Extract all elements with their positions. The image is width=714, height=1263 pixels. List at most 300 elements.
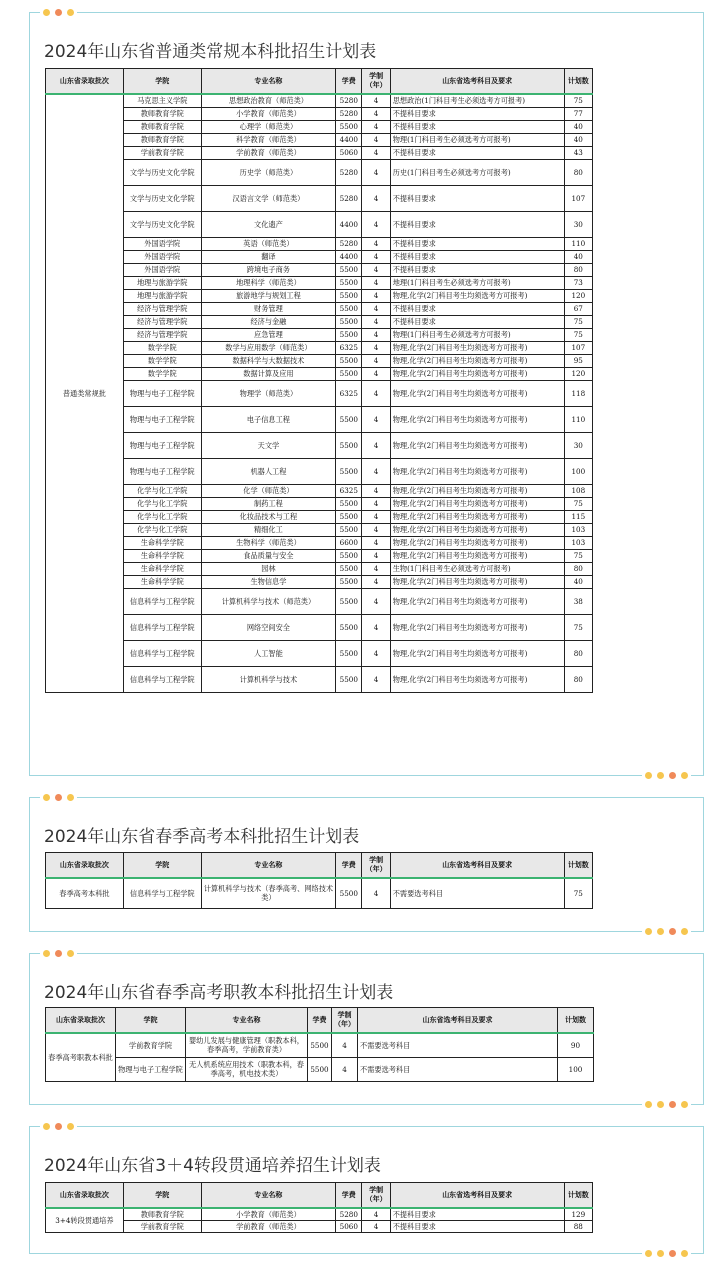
- major-cell: 历史学（师范类）: [201, 159, 335, 185]
- table-row: [46, 458, 593, 484]
- major-cell: 计算机科学与技术: [201, 666, 335, 692]
- req-cell: 不提科目要求: [390, 120, 564, 133]
- header-quota: 计划数: [564, 853, 592, 879]
- years-cell: 4: [332, 1033, 358, 1057]
- college-cell: 地理与旅游学院: [123, 289, 201, 302]
- req-cell: 物理,化学(2门科目考生均须选考方可报考): [390, 523, 564, 536]
- years-cell: 4: [362, 107, 390, 120]
- fee-cell: 5280: [336, 185, 362, 211]
- table-row: [46, 1033, 594, 1057]
- table-row: [46, 1208, 593, 1220]
- req-cell: 物理,化学(2门科目考生均须选考方可报考): [390, 497, 564, 510]
- quota-cell: 118: [564, 380, 592, 406]
- quota-cell: 67: [564, 302, 592, 315]
- major-cell: 无人机系统应用技术（职教本科，春季高考，机电技术类）: [186, 1057, 308, 1081]
- college-cell: 生命科学学院: [123, 549, 201, 562]
- college-cell: 经济与管理学院: [123, 315, 201, 328]
- years-cell: 4: [362, 302, 390, 315]
- quota-cell: 40: [564, 575, 592, 588]
- header-fee: 学费: [336, 69, 362, 95]
- table-row: [46, 159, 593, 185]
- college-cell: 教师教育学院: [123, 107, 201, 120]
- years-cell: 4: [362, 1220, 390, 1232]
- years-cell: 4: [362, 367, 390, 380]
- college-cell: 经济与管理学院: [123, 328, 201, 341]
- college-cell: 物理与电子工程学院: [123, 432, 201, 458]
- table-row: [46, 211, 593, 237]
- fee-cell: 4400: [336, 211, 362, 237]
- fee-cell: 5060: [336, 1220, 362, 1232]
- college-cell: 化学与化工学院: [123, 497, 201, 510]
- req-cell: 物理,化学(2门科目考生均须选考方可报考): [390, 367, 564, 380]
- header-college: 学院: [116, 1008, 186, 1034]
- fee-cell: 5500: [336, 497, 362, 510]
- plan-table: [45, 1007, 594, 1082]
- quota-cell: 75: [564, 878, 592, 908]
- college-cell: 物理与电子工程学院: [116, 1057, 186, 1081]
- quota-cell: 80: [564, 640, 592, 666]
- college-cell: 外国语学院: [123, 263, 201, 276]
- table-row: [46, 614, 593, 640]
- major-cell: 人工智能: [201, 640, 335, 666]
- batch-cell: 3+4转段贯通培养: [46, 1208, 124, 1232]
- header-major: 专业名称: [186, 1008, 308, 1034]
- quota-cell: 88: [564, 1220, 592, 1232]
- plan-card-spring: [29, 797, 704, 932]
- major-cell: 应急管理: [201, 328, 335, 341]
- table-row: [46, 120, 593, 133]
- fee-cell: 5280: [336, 159, 362, 185]
- batch-cell: 普通类常规批: [46, 94, 124, 692]
- years-cell: 4: [362, 484, 390, 497]
- req-cell: 物理,化学(2门科目考生均须选考方可报考): [390, 640, 564, 666]
- fee-cell: 5500: [336, 575, 362, 588]
- major-cell: 生物科学（师范类）: [201, 536, 335, 549]
- decor-dots-icon: [40, 794, 77, 801]
- req-cell: 不提科目要求: [390, 1220, 564, 1232]
- quota-cell: 110: [564, 237, 592, 250]
- years-cell: 4: [362, 315, 390, 328]
- major-cell: 汉语言文学（师范类）: [201, 185, 335, 211]
- college-cell: 文学与历史文化学院: [123, 159, 201, 185]
- table-row: [46, 237, 593, 250]
- college-cell: 学前教育学院: [123, 1220, 201, 1232]
- table-row: [46, 510, 593, 523]
- fee-cell: 5500: [336, 367, 362, 380]
- batch-cell: 春季高考本科批: [46, 878, 124, 908]
- college-cell: 物理与电子工程学院: [123, 458, 201, 484]
- decor-dots-icon: [642, 928, 691, 935]
- major-cell: 旅游地学与规划工程: [201, 289, 335, 302]
- header-req: 山东省选考科目及要求: [390, 1183, 564, 1209]
- req-cell: 物理(1门科目考生必须选考方可报考): [390, 133, 564, 146]
- req-cell: 不提科目要求: [390, 250, 564, 263]
- table-row: [46, 406, 593, 432]
- major-cell: 天文学: [201, 432, 335, 458]
- table-row: [46, 432, 593, 458]
- fee-cell: 5500: [336, 354, 362, 367]
- table-row: [46, 549, 593, 562]
- table-row: [46, 523, 593, 536]
- major-cell: 生物信息学: [201, 575, 335, 588]
- req-cell: 历史(1门科目考生必须选考方可报考): [390, 159, 564, 185]
- quota-cell: 80: [564, 159, 592, 185]
- quota-cell: 75: [564, 614, 592, 640]
- header-batch: 山东省录取批次: [46, 1008, 116, 1034]
- decor-dots-icon: [642, 772, 691, 779]
- header-major: 专业名称: [201, 1183, 335, 1209]
- years-cell: 4: [362, 549, 390, 562]
- section-title: 2024年山东省春季高考本科批招生计划表: [44, 827, 360, 847]
- header-major: 专业名称: [201, 853, 335, 879]
- quota-cell: 80: [564, 562, 592, 575]
- fee-cell: 5500: [336, 878, 362, 908]
- years-cell: 4: [362, 614, 390, 640]
- college-cell: 外国语学院: [123, 250, 201, 263]
- years-cell: 4: [362, 666, 390, 692]
- college-cell: 文学与历史文化学院: [123, 211, 201, 237]
- table-row: [46, 536, 593, 549]
- quota-cell: 30: [564, 432, 592, 458]
- college-cell: 教师教育学院: [123, 1208, 201, 1220]
- decor-dots-icon: [642, 1101, 691, 1108]
- years-cell: 4: [362, 185, 390, 211]
- table-row: [46, 640, 593, 666]
- quota-cell: 43: [564, 146, 592, 159]
- major-cell: 婴幼儿发展与健康管理（职教本科，春季高考，学前教育类）: [186, 1033, 308, 1057]
- header-batch: 山东省录取批次: [46, 1183, 124, 1209]
- req-cell: 物理,化学(2门科目考生均须选考方可报考): [390, 536, 564, 549]
- college-cell: 物理与电子工程学院: [123, 406, 201, 432]
- fee-cell: 5500: [336, 549, 362, 562]
- table-row: [46, 185, 593, 211]
- years-cell: 4: [362, 146, 390, 159]
- major-cell: 制药工程: [201, 497, 335, 510]
- decor-dots-icon: [40, 950, 77, 957]
- table-row: [46, 263, 593, 276]
- fee-cell: 5500: [336, 302, 362, 315]
- table-row: [46, 107, 593, 120]
- req-cell: 物理(1门科目考生必须选考方可报考): [390, 328, 564, 341]
- decor-dots-icon: [642, 1250, 691, 1257]
- req-cell: 生物(1门科目考生必须选考方可报考): [390, 562, 564, 575]
- quota-cell: 75: [564, 94, 592, 107]
- req-cell: 物理,化学(2门科目考生均须选考方可报考): [390, 289, 564, 302]
- table-row: [46, 484, 593, 497]
- quota-cell: 38: [564, 588, 592, 614]
- req-cell: 物理,化学(2门科目考生均须选考方可报考): [390, 341, 564, 354]
- college-cell: 化学与化工学院: [123, 510, 201, 523]
- fee-cell: 5500: [336, 562, 362, 575]
- plan-table: [45, 1182, 593, 1233]
- major-cell: 化妆品技术与工程: [201, 510, 335, 523]
- table-row: [46, 497, 593, 510]
- fee-cell: 4400: [336, 250, 362, 263]
- years-cell: 4: [362, 328, 390, 341]
- years-cell: 4: [362, 458, 390, 484]
- fee-cell: 5500: [336, 458, 362, 484]
- quota-cell: 80: [564, 263, 592, 276]
- fee-cell: 5500: [336, 289, 362, 302]
- college-cell: 地理与旅游学院: [123, 276, 201, 289]
- years-cell: 4: [362, 406, 390, 432]
- years-cell: 4: [362, 380, 390, 406]
- table-row: [46, 302, 593, 315]
- major-cell: 思想政治教育（师范类）: [201, 94, 335, 107]
- fee-cell: 5500: [336, 614, 362, 640]
- fee-cell: 6325: [336, 484, 362, 497]
- major-cell: 电子信息工程: [201, 406, 335, 432]
- req-cell: 物理,化学(2门科目考生均须选考方可报考): [390, 666, 564, 692]
- fee-cell: 6600: [336, 536, 362, 549]
- major-cell: 物理学（师范类）: [201, 380, 335, 406]
- major-cell: 心理学（师范类）: [201, 120, 335, 133]
- header-college: 学院: [123, 69, 201, 95]
- quota-cell: 75: [564, 328, 592, 341]
- college-cell: 经济与管理学院: [123, 302, 201, 315]
- years-cell: 4: [362, 94, 390, 107]
- years-cell: 4: [362, 250, 390, 263]
- years-cell: 4: [362, 536, 390, 549]
- quota-cell: 30: [564, 211, 592, 237]
- fee-cell: 5500: [336, 432, 362, 458]
- header-batch: 山东省录取批次: [46, 853, 124, 879]
- fee-cell: 5500: [308, 1057, 332, 1081]
- header-req: 山东省选考科目及要求: [358, 1008, 558, 1034]
- section-title: 2024年山东省普通类常规本科批招生计划表: [44, 42, 377, 62]
- major-cell: 化学（师范类）: [201, 484, 335, 497]
- header-years: 学制（年）: [362, 853, 390, 879]
- req-cell: 物理,化学(2门科目考生均须选考方可报考): [390, 614, 564, 640]
- req-cell: 物理,化学(2门科目考生均须选考方可报考): [390, 380, 564, 406]
- decor-dots-icon: [40, 1123, 77, 1130]
- fee-cell: 6325: [336, 380, 362, 406]
- plan-table: [45, 852, 593, 909]
- years-cell: 4: [362, 289, 390, 302]
- header-batch: 山东省录取批次: [46, 69, 124, 95]
- years-cell: 4: [362, 432, 390, 458]
- table-row: [46, 354, 593, 367]
- header-years: 学制（年）: [362, 1183, 390, 1209]
- quota-cell: 95: [564, 354, 592, 367]
- req-cell: 不提科目要求: [390, 185, 564, 211]
- fee-cell: 6325: [336, 341, 362, 354]
- fee-cell: 5280: [336, 94, 362, 107]
- table-row: [46, 250, 593, 263]
- college-cell: 数学学院: [123, 354, 201, 367]
- table-row: [46, 878, 593, 908]
- quota-cell: 75: [564, 315, 592, 328]
- quota-cell: 40: [564, 120, 592, 133]
- header-quota: 计划数: [558, 1008, 594, 1034]
- major-cell: 计算机科学与技术（春季高考、网络技术类）: [201, 878, 335, 908]
- years-cell: 4: [362, 120, 390, 133]
- major-cell: 文化遗产: [201, 211, 335, 237]
- years-cell: 4: [362, 133, 390, 146]
- quota-cell: 40: [564, 250, 592, 263]
- req-cell: 不提科目要求: [390, 1208, 564, 1220]
- quota-cell: 115: [564, 510, 592, 523]
- years-cell: 4: [362, 1208, 390, 1220]
- table-row: [46, 94, 593, 107]
- req-cell: 物理,化学(2门科目考生均须选考方可报考): [390, 484, 564, 497]
- college-cell: 文学与历史文化学院: [123, 185, 201, 211]
- fee-cell: 5500: [336, 666, 362, 692]
- quota-cell: 80: [564, 666, 592, 692]
- major-cell: 食品质量与安全: [201, 549, 335, 562]
- college-cell: 生命科学学院: [123, 575, 201, 588]
- years-cell: 4: [362, 510, 390, 523]
- major-cell: 财务管理: [201, 302, 335, 315]
- header-college: 学院: [123, 853, 201, 879]
- college-cell: 外国语学院: [123, 237, 201, 250]
- fee-cell: 5500: [336, 510, 362, 523]
- decor-dots-icon: [40, 9, 77, 16]
- major-cell: 园林: [201, 562, 335, 575]
- quota-cell: 100: [558, 1057, 594, 1081]
- college-cell: 信息科学与工程学院: [123, 640, 201, 666]
- section-title: 2024年山东省春季高考职教本科批招生计划表: [44, 983, 394, 1003]
- quota-cell: 77: [564, 107, 592, 120]
- quota-cell: 103: [564, 523, 592, 536]
- header-major: 专业名称: [201, 69, 335, 95]
- req-cell: 不提科目要求: [390, 315, 564, 328]
- req-cell: 思想政治(1门科目考生必须选考方可报考): [390, 94, 564, 107]
- req-cell: 物理,化学(2门科目考生均须选考方可报考): [390, 406, 564, 432]
- college-cell: 信息科学与工程学院: [123, 588, 201, 614]
- college-cell: 教师教育学院: [123, 120, 201, 133]
- college-cell: 学前教育学院: [116, 1033, 186, 1057]
- years-cell: 4: [362, 237, 390, 250]
- fee-cell: 5500: [336, 263, 362, 276]
- fee-cell: 5280: [336, 107, 362, 120]
- quota-cell: 120: [564, 367, 592, 380]
- req-cell: 物理,化学(2门科目考生均须选考方可报考): [390, 549, 564, 562]
- fee-cell: 5500: [336, 406, 362, 432]
- batch-cell: 春季高考职教本科批: [46, 1033, 116, 1081]
- table-row: [46, 276, 593, 289]
- req-cell: 地理(1门科目考生必须选考方可报考): [390, 276, 564, 289]
- req-cell: 物理,化学(2门科目考生均须选考方可报考): [390, 510, 564, 523]
- college-cell: 学前教育学院: [123, 146, 201, 159]
- fee-cell: 5280: [336, 1208, 362, 1220]
- major-cell: 经济与金融: [201, 315, 335, 328]
- major-cell: 翻译: [201, 250, 335, 263]
- header-fee: 学费: [308, 1008, 332, 1034]
- table-row: [46, 146, 593, 159]
- quota-cell: 90: [558, 1033, 594, 1057]
- section-title: 2024年山东省3＋4转段贯通培养招生计划表: [44, 1156, 381, 1176]
- req-cell: 物理,化学(2门科目考生均须选考方可报考): [390, 575, 564, 588]
- table-row: [46, 315, 593, 328]
- major-cell: 精细化工: [201, 523, 335, 536]
- major-cell: 数据科学与大数据技术: [201, 354, 335, 367]
- req-cell: 不需要选考科目: [358, 1033, 558, 1057]
- header-req: 山东省选考科目及要求: [390, 69, 564, 95]
- major-cell: 网络空间安全: [201, 614, 335, 640]
- req-cell: 不提科目要求: [390, 263, 564, 276]
- req-cell: 不提科目要求: [390, 237, 564, 250]
- years-cell: 4: [362, 640, 390, 666]
- header-college: 学院: [123, 1183, 201, 1209]
- table-row: [46, 328, 593, 341]
- quota-cell: 108: [564, 484, 592, 497]
- header-years: 学制（年）: [362, 69, 390, 95]
- years-cell: 4: [362, 497, 390, 510]
- years-cell: 4: [362, 263, 390, 276]
- major-cell: 小学教育（师范类）: [201, 107, 335, 120]
- table-row: [46, 588, 593, 614]
- years-cell: 4: [362, 562, 390, 575]
- major-cell: 英语（师范类）: [201, 237, 335, 250]
- years-cell: 4: [362, 575, 390, 588]
- major-cell: 跨境电子商务: [201, 263, 335, 276]
- major-cell: 地理科学（师范类）: [201, 276, 335, 289]
- header-years: 学制（年）: [332, 1008, 358, 1034]
- header-req: 山东省选考科目及要求: [390, 853, 564, 879]
- quota-cell: 75: [564, 497, 592, 510]
- years-cell: 4: [332, 1057, 358, 1081]
- req-cell: 不需要选考科目: [358, 1057, 558, 1081]
- years-cell: 4: [362, 354, 390, 367]
- req-cell: 不需要选考科目: [390, 878, 564, 908]
- fee-cell: 5060: [336, 146, 362, 159]
- major-cell: 学前教育（师范类）: [201, 1220, 335, 1232]
- fee-cell: 5280: [336, 237, 362, 250]
- major-cell: 科学教育（师范类）: [201, 133, 335, 146]
- college-cell: 数学学院: [123, 367, 201, 380]
- table-row: [46, 666, 593, 692]
- table-row: [46, 1220, 593, 1232]
- plan-card-vocational: [29, 953, 704, 1105]
- college-cell: 教师教育学院: [123, 133, 201, 146]
- years-cell: 4: [362, 588, 390, 614]
- major-cell: 小学教育（师范类）: [201, 1208, 335, 1220]
- plan-card-regular: [29, 12, 704, 776]
- major-cell: 学前教育（师范类）: [201, 146, 335, 159]
- quota-cell: 107: [564, 185, 592, 211]
- years-cell: 4: [362, 341, 390, 354]
- college-cell: 马克思主义学院: [123, 94, 201, 107]
- plan-table: [45, 68, 593, 693]
- req-cell: 物理,化学(2门科目考生均须选考方可报考): [390, 458, 564, 484]
- quota-cell: 129: [564, 1208, 592, 1220]
- college-cell: 化学与化工学院: [123, 523, 201, 536]
- table-row: [46, 1057, 594, 1081]
- college-cell: 信息科学与工程学院: [123, 614, 201, 640]
- college-cell: 生命科学学院: [123, 536, 201, 549]
- table-row: [46, 367, 593, 380]
- college-cell: 信息科学与工程学院: [123, 878, 201, 908]
- req-cell: 不提科目要求: [390, 107, 564, 120]
- fee-cell: 5500: [336, 328, 362, 341]
- quota-cell: 107: [564, 341, 592, 354]
- major-cell: 数据计算及应用: [201, 367, 335, 380]
- fee-cell: 4400: [336, 133, 362, 146]
- fee-cell: 5500: [336, 276, 362, 289]
- fee-cell: 5500: [336, 523, 362, 536]
- table-row: [46, 133, 593, 146]
- header-fee: 学费: [336, 853, 362, 879]
- table-row: [46, 341, 593, 354]
- req-cell: 不提科目要求: [390, 211, 564, 237]
- quota-cell: 110: [564, 406, 592, 432]
- req-cell: 不提科目要求: [390, 302, 564, 315]
- plan-card-3plus4: [29, 1126, 704, 1254]
- college-cell: 信息科学与工程学院: [123, 666, 201, 692]
- req-cell: 不提科目要求: [390, 146, 564, 159]
- college-cell: 数学学院: [123, 341, 201, 354]
